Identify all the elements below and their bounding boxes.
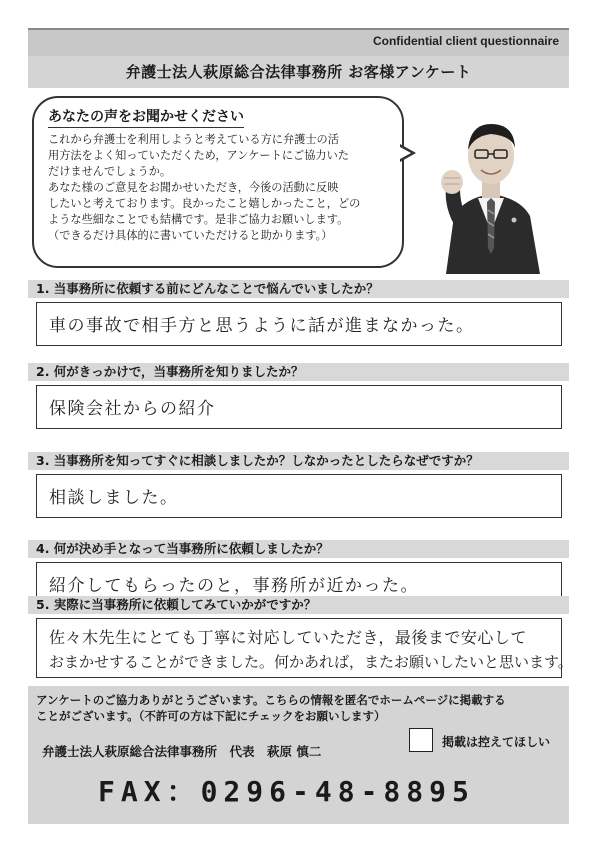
firm-representative: 弁護士法人萩原総合法律事務所 代表 萩原 慎二: [42, 744, 322, 759]
answer-box-3[interactable]: [36, 474, 562, 518]
question-3-label: 3. 当事務所を知ってすぐに相談しましたか？しなかったとしたらなぜですか？: [28, 452, 569, 470]
questionnaire-title: 弁護士法人萩原総合法律事務所 お客様アンケート: [28, 56, 569, 88]
question-5-label: 5. 実際に当事務所に依頼してみていかがですか？: [28, 596, 569, 614]
thanks-note: [36, 692, 561, 724]
answer-box-5[interactable]: [36, 618, 573, 678]
answer-3-text: 相談しました。: [49, 488, 179, 508]
question-1: [28, 280, 569, 350]
intro-section: [28, 88, 569, 278]
thanks-line: ことがございます。（不許可の方は下記にチェックをお願いします）: [36, 709, 386, 723]
answer-5-line1: 佐々木先生にとても丁寧に対応していただき，最後まで安心して: [49, 628, 527, 647]
intro-line: あなた様のご意見をお聞かせいただき，今後の活動に反映: [48, 181, 339, 194]
confidential-banner: [28, 28, 569, 56]
fax-number: FAX：0296-48-8895: [98, 775, 475, 808]
confidential-label: Confidential client questionnaire: [372, 34, 559, 48]
answer-2-text: 保険会社からの紹介: [49, 399, 216, 419]
speech-bubble: [32, 96, 404, 268]
intro-line: ような些細なことでも結構です。是非ご協力お願いします。: [48, 213, 349, 226]
answer-1-text: 車の事故で相手方と思うように話が進まなかった。: [49, 316, 475, 336]
question-1-label: 1. 当事務所に依頼する前にどんなことで悩んでいましたか？: [28, 280, 569, 298]
intro-line: 用方法をよく知っていただくため，アンケートにご協力いた: [48, 149, 349, 162]
intro-body: [48, 132, 390, 244]
intro-line: これから弁護士を利用しようと考えている方に弁護士の活: [48, 133, 339, 146]
question-5: [28, 596, 573, 686]
thanks-line: アンケートのご協力ありがとうございます。こちらの情報を匿名でホームページに掲載する: [36, 693, 506, 707]
answer-box-2[interactable]: [36, 385, 562, 429]
footer-panel: [28, 686, 569, 824]
bubble-tail-inner: [400, 147, 411, 159]
no-publish-label: 掲載は控えてほしい: [442, 735, 551, 749]
answer-5-line2: おまかせすることができました。何かあれば，またお願いしたいと思います。: [49, 653, 573, 671]
question-3: [28, 452, 569, 522]
lawyer-portrait: [416, 98, 566, 274]
no-publish-checkbox[interactable]: [409, 728, 433, 752]
questionnaire-sheet: [28, 28, 573, 824]
intro-title: あなたの声をお聞かせください: [48, 106, 244, 128]
answer-4-text: 紹介してもらったのと，事務所が近かった。: [49, 576, 419, 596]
intro-line: したいと考えております。良かったこと嬉しかったこと，どの: [48, 197, 361, 210]
question-2-label: 2. 何がきっかけで，当事務所を知りましたか？: [28, 363, 569, 381]
intro-line: （できるだけ具体的に書いていただけると助かります。）: [48, 229, 333, 242]
question-2: [28, 363, 569, 433]
question-4-label: 4. 何が決め手となって当事務所に依頼しましたか？: [28, 540, 569, 558]
answer-box-1[interactable]: [36, 302, 562, 346]
intro-line: だけませんでしょうか。: [48, 165, 172, 178]
